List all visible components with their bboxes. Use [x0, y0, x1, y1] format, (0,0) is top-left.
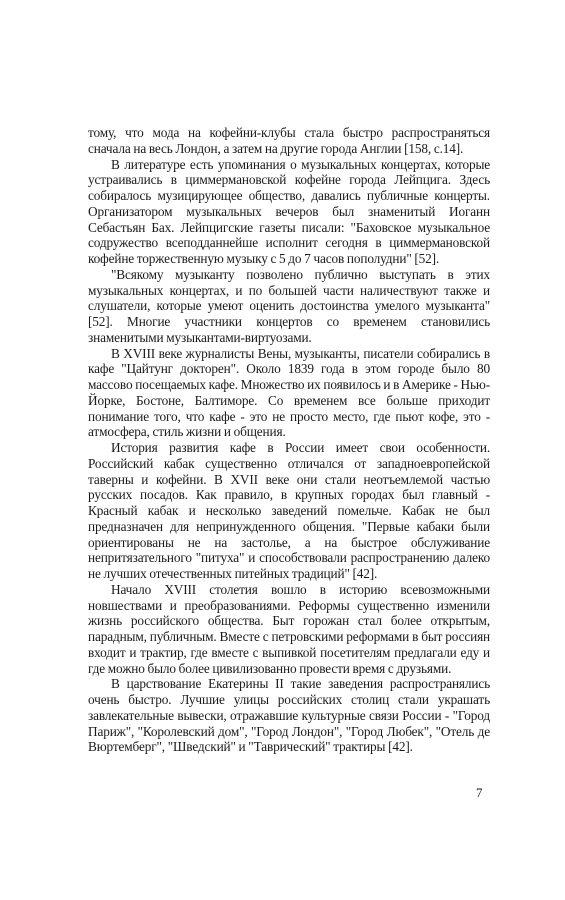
paragraph-18th-century-reforms: Начало XVIII столетия вошло в историю всевозможными новшествами и преобразованиями. Реформы существенно изменили жизнь российского общества. Быт горожан стал более открытым, парадным, публичным. Вместе с петровскими реформами в быт россиян входит и трактир, где вместе с выпивкой посетителям предлагали еду и где можно было более цивилизованно провести время с друзьями. — [88, 581, 490, 676]
paragraph-catherine-era: В царствование Екатерины II такие заведения распространялись очень быстро. Лучшие улицы российских столиц стали украшать завлекательные вывески, отражавшие культурные связи России - "Город Париж", "Королевский дом", "Город Лондон", "Город Любек", "Отель де Вюртемберг", "Шведский" и "Таврический" трактиры [42]. — [88, 676, 490, 755]
body-text — [88, 125, 490, 755]
paragraph-leipzig-concerts: В литературе есть упоминания о музыкальных концертах, которые устраивались в циммермановской кофейне города Лейпцига. Здесь собиралось музицирующее общество, давались публичные концерты. Организатором музыкальных вечеров был знаменитый Иоганн Себастьян Бах. Лейпцигские газеты писали: "Баховское музыкальное содружество всеподданнейше исполнит сегодня в циммермановской кофейне торжественную музыку с 5 до 7 часов пополудни" [52]. — [88, 156, 490, 266]
paragraph-vienna-cafes: В XVIII веке журналисты Вены, музыканты, писатели собирались в кафе "Цайтунг докторен". Около 1839 года в этом городе было 80 массово посещаемых кафе. Множество их появилось и в Америке - Нью-Йорке, Бостоне, Балтиморе. Со временем все больше приходит понимание того, что кафе - это не просто место, где пьют кофе, это - атмосфера, стиль жизни и общения. — [88, 345, 490, 440]
paragraph-russia-history: История развития кафе в России имеет свои особенности. Российский кабак существенно отличался от западноевропейской таверны и кофейни. В XVII веке они стали неотъемлемой частью русских посадов. Как правило, в крупных городах был главный - Красный кабак и несколько заведений помельче. Кабак не был предназначен для непринужденного общения. "Первые кабаки были ориентированы не на застолье, а на быстрое обслуживание непритязательного "питуха" и способствовали распространению далеко не лучших отечественных питейных традиций" [42]. — [88, 440, 490, 581]
paragraph-continuation: тому, что мода на кофейни-клубы стала быстро распространяться сначала на весь Лондон, а затем на другие города Англии [158, с.14]. — [88, 125, 490, 156]
page-number: 7 — [476, 785, 483, 800]
paragraph-musicians-quote: "Всякому музыканту позволено публично выступать в этих музыкальных концертах, и по большей части наличествуют также и слушатели, которые умеют оценить достоинства умелого музыканта" [52]. Многие участники концертов со временем становились знаменитыми музыкантами-виртуозами. — [88, 266, 490, 345]
